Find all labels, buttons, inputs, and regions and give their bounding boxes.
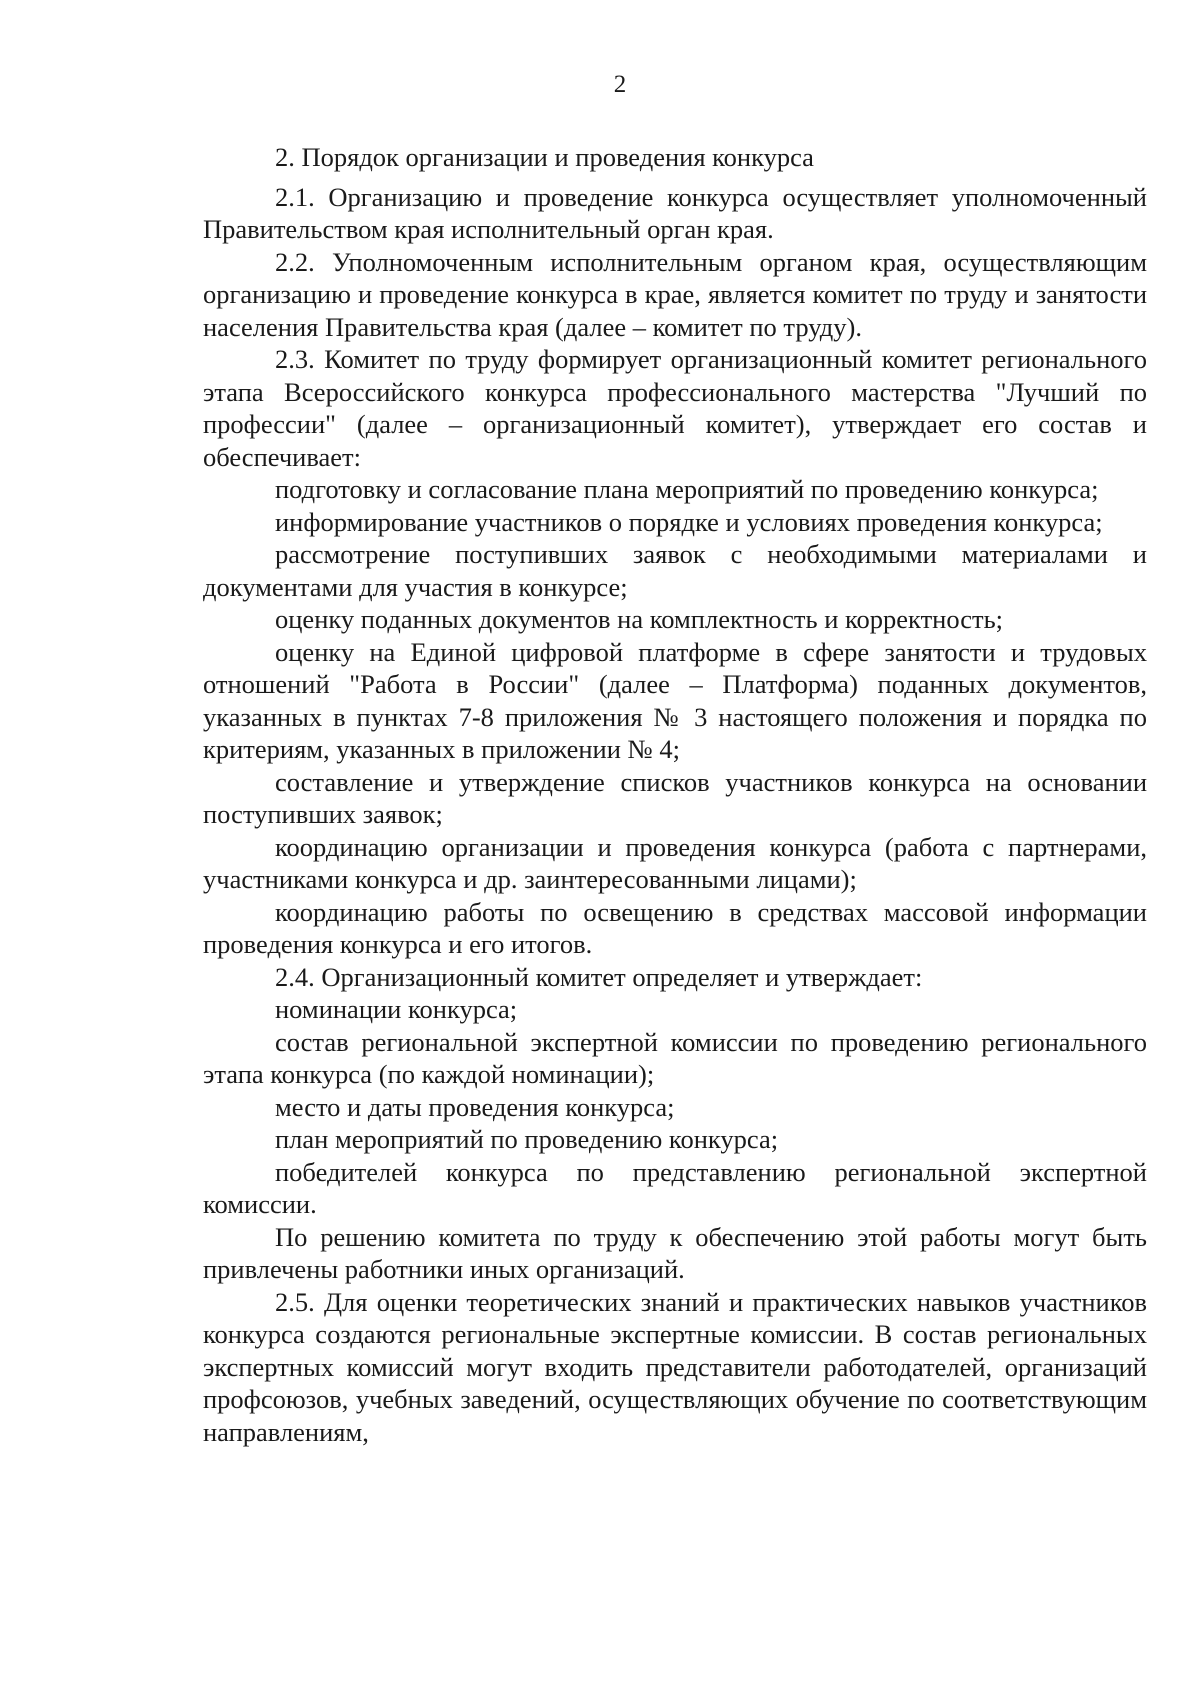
list-item-nominations: номинации конкурса;	[275, 994, 518, 1024]
paragraph-2-4: 2.4. Организационный комитет определяет и утверждает:	[275, 961, 923, 992]
page-number: 2	[613, 71, 627, 98]
list-item-winners: победителей конкурса по представлению региональной экспертной комиссии.	[203, 1156, 1147, 1219]
list-item-documents-check: оценку поданных документов на комплектность и корректность;	[275, 604, 1004, 634]
paragraph-2-2: 2.2. Уполномоченным исполнительным органом края, осуществляющим организацию и проведение конкурса в крае, является комитет по труду и занятости населения Правительства края (далее – комитет по труду).	[203, 246, 1147, 342]
list-item-participant-lists: составление и утверждение списков участников конкурса на основании поступивших заявок;	[203, 766, 1147, 829]
list-item-informing: информирование участников о порядке и условиях проведения конкурса;	[275, 506, 1103, 537]
paragraph-2-3: 2.3. Комитет по труду формирует организационный комитет регионального этапа Всероссийского конкурса профессионального мастерства "Лучший по профессии" (далее – организационный комитет), утверждает его состав и обеспечивает:	[203, 344, 1147, 472]
list-item-plan-approval: подготовку и согласование плана мероприятий по проведению конкурса;	[275, 474, 1099, 504]
paragraph-2-1: 2.1. Организацию и проведение конкурса осуществляет уполномоченный Правительством края исполнительный орган края.	[203, 181, 1147, 244]
section-heading: 2. Порядок организации и проведения конкурса	[275, 142, 814, 172]
list-item-commission-composition: состав региональной экспертной комиссии по проведению регионального этапа конкурса (по каждой номинации);	[203, 1026, 1147, 1089]
document-body	[203, 141, 1147, 1448]
list-item-media-coverage: координацию работы по освещению в средствах массовой информации проведения конкурса и его итогов.	[203, 896, 1147, 959]
paragraph-2-5: 2.5. Для оценки теоретических знаний и практических навыков участников конкурса создаются региональные экспертные комиссии. В состав региональных экспертных комиссий могут входить представители работодателей, организаций профсоюзов, учебных заведений, осуществляющих обучение по соответствующим направлениям,	[203, 1286, 1147, 1447]
list-item-coordination: координацию организации и проведения конкурса (работа с партнерами, участниками конкурса и др. заинтересованными лицами);	[203, 831, 1147, 894]
list-item-venue-dates: место и даты проведения конкурса;	[275, 1091, 675, 1122]
list-item-platform-assessment: оценку на Единой цифровой платформе в сфере занятости и трудовых отношений "Работа в России" (далее – Платформа) поданных документов, указанных в пунктах 7-8 приложения № 3 настоящего положения и порядка по критериям, указанных в приложении № 4;	[203, 636, 1147, 764]
list-item-event-plan: план мероприятий по проведению конкурса;	[275, 1124, 779, 1154]
paragraph-other-organizations: По решению комитета по труду к обеспечению этой работы могут быть привлечены работники иных организаций.	[203, 1221, 1147, 1284]
list-item-applications-review: рассмотрение поступивших заявок с необходимыми материалами и документами для участия в конкурсе;	[203, 539, 1147, 602]
